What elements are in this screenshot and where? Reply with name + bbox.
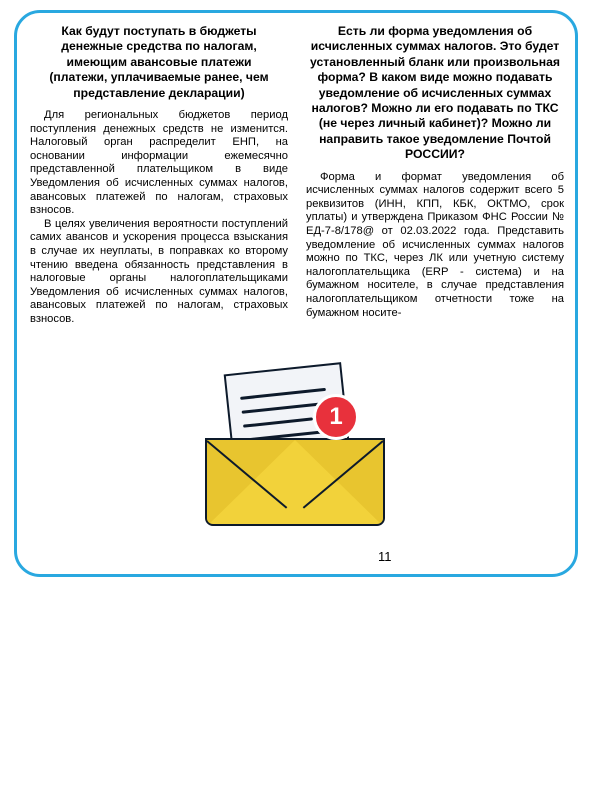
article-columns [30, 24, 564, 327]
left-column-heading: Как будут поступать в бюджеты денежные средства по налогам, имеющим авансовые платежи (платежи, уплачиваемые ранее, чем представление декларации) [49, 24, 269, 100]
page-number: 11 [378, 549, 392, 564]
letter-line-3 [243, 417, 313, 427]
column-left [30, 24, 288, 327]
right-column-paragraph-1: Форма и формат уведомления об исчисленных суммах налогов содержит всего 5 реквизитов (ИНН, КПП, КБК, ОКТМО, срок уплаты) и утверждена Приказом ФНС России № ЕД-7-8/178@ от 02.03.2022 года. Представить уведомление об исчисленных суммах налогов можно по ТКС, через ЛК или учетную систему налогоплательщика (ERP - система) и на бумажном носителе, в случае представления налогоплательщиком отчетности тоже на бумажном носите- [306, 170, 564, 319]
number-badge: 1 [313, 394, 359, 440]
left-column-paragraph-2: В целях увеличения вероятности поступлений самих авансов и ускорения процесса взыскания в случае их неуплаты, в поправках ко второму чтению введена обязанность представления в налоговые органы налогоплательщиками Уведомления об исчисленных суммах налогов, авансовых платежей по налогам, страховых взносов. [30, 217, 288, 325]
envelope-icon [197, 368, 397, 538]
right-column-heading: Есть ли форма уведомления об исчисленных суммах налогов. Это будет установленный бланк или произвольная форма? В каком виде можно подавать уведомление об исчисленных суммах налогов? Можно ли его подавать по ТКС (не через личный кабинет)? Можно ли направить такое уведомление Почтой РОССИИ? [310, 24, 560, 162]
envelope-body [205, 438, 385, 526]
column-right [306, 24, 564, 327]
left-column-paragraph-1: Для региональных бюджетов период поступления денежных средств не изменится. Налоговый орган распределит ЕНП, на основании информации ежемесячно представленной плательщиком в виде Уведомления об исчисленных суммах налогов, авансовых платежей по налогам, страховых взносов. [30, 109, 288, 217]
letter-line-1 [240, 388, 326, 400]
